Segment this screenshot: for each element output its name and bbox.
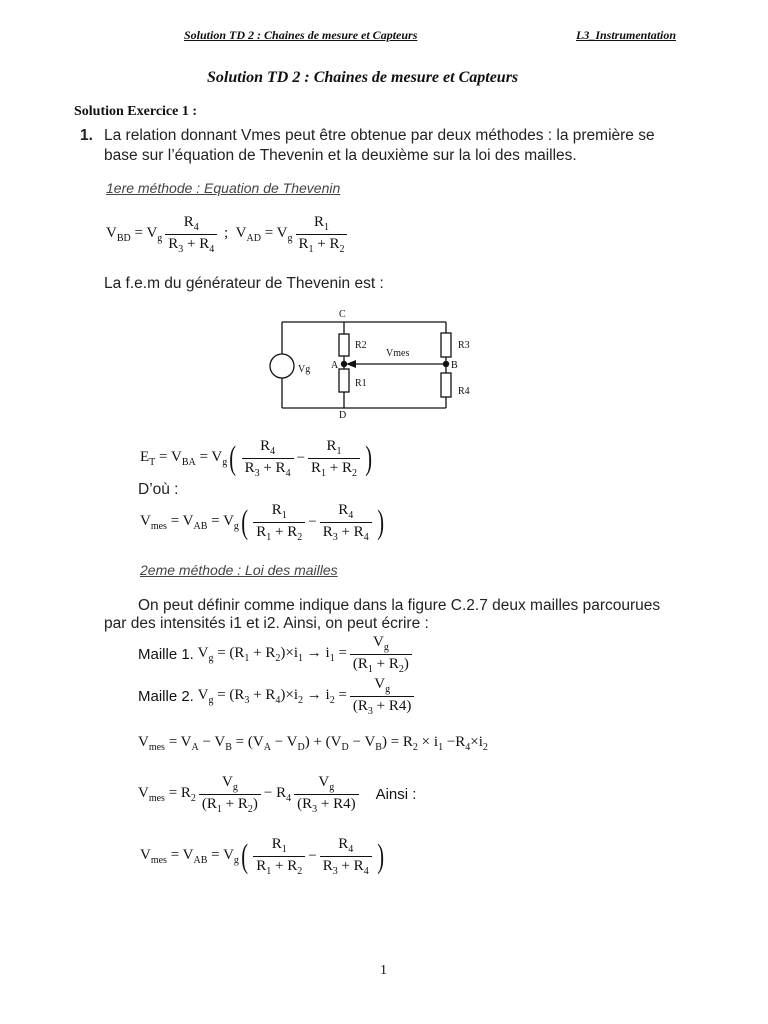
r3-label: R3 (458, 340, 470, 351)
page-title: Solution TD 2 : Chaines de mesure et Capteurs (207, 69, 519, 86)
node-b-label: B (451, 360, 458, 371)
node-c-label: C (339, 309, 346, 320)
dou-text: D’où : (138, 481, 179, 498)
equation-vmes-r2-r4: $V_{mes} = R_2$ $\frac{V_g}{(R_1 + R_2)}$ − $R_4$ $\frac{V_g}{(R_3 + R4)}$ Ainsi : (138, 774, 417, 815)
method2-heading: 2eme méthode : Loi des mailles (140, 562, 338, 578)
ainsi-label: Ainsi : (375, 786, 417, 803)
node-a-label: A (331, 360, 339, 371)
item-number: 1. (80, 127, 93, 144)
equation-vbd-vad: $V_{BD} = V_g$ $\frac{R_4}{R_3 + R_4}$ ; $V_{AD} = V_g$ $\frac{R_1}{R_1 + R_2}$ (106, 214, 350, 255)
maille1-label: Maille 1. (138, 646, 194, 663)
item1-line1: La relation donnant Vmes peut être obtenue par deux méthodes : la première se (104, 127, 655, 144)
para2-line1: On peut définir comme indique dans la figure C.2.7 deux mailles parcourues (138, 597, 661, 614)
exercise-heading: Solution Exercice 1 : (74, 104, 198, 119)
r4-label: R4 (458, 386, 470, 397)
fem-text: La f.e.m du générateur de Thevenin est : (104, 275, 384, 292)
equation-vmes-va-vb: $V_{mes} = V_A - V_B = (V_A - V_D) + (V_D - V_B) = R_2 \times i_1 -R_4\times i_2$ (138, 734, 488, 753)
para2-line2: par des intensités i1 et i2. Ainsi, on peut écrire : (104, 615, 429, 632)
equation-vmes-1: $V_{mes} = V_{AB} = V_g$ ( $\frac{R_1}{R_1 + R_2}$ − $\frac{R_4}{R_3 + R_4}$ ) (140, 502, 384, 543)
equation-vmes-final: $V_{mes} = V_{AB} = V_g$ ( $\frac{R_1}{R_1 + R_2}$ − $\frac{R_4}{R_3 + R_4}$ ) (140, 836, 384, 877)
header-right: L3_Instrumentation (576, 28, 677, 42)
page-number: 1 (380, 963, 387, 978)
method1-heading: 1ere méthode : Equation de Thevenin (106, 180, 341, 196)
equation-maille1: Maille 1. $V_g = (R_1 + R_2)\times i_1 \to i_1$ = $\frac{V_g}{(R_1 + R_2)}$ (138, 634, 415, 675)
header-left: Solution TD 2 : Chaines de mesure et Capteurs (184, 28, 418, 42)
vg-label: Vg (298, 364, 311, 375)
vmes-label: Vmes (386, 348, 410, 359)
item1-line2: base sur l’équation de Thevenin et la deuxième sur la loi des mailles. (104, 147, 577, 164)
maille2-label: Maille 2. (138, 688, 194, 705)
equation-maille2: Maille 2. $V_g = (R_3 + R_4)\times i_2 \to i_2$ = $\frac{V_g}{(R_3 + R4)}$ (138, 676, 417, 717)
equation-et: $E_T = V_{BA} = V_g$ ( $\frac{R_4}{R_3 + R_4}$ − $\frac{R_1}{R_1 + R_2}$ ) (140, 438, 373, 479)
wheatstone-bridge-circuit (262, 306, 492, 422)
node-d-label: D (339, 410, 347, 421)
r2-label: R2 (355, 340, 367, 351)
r1-label: R1 (355, 378, 367, 389)
